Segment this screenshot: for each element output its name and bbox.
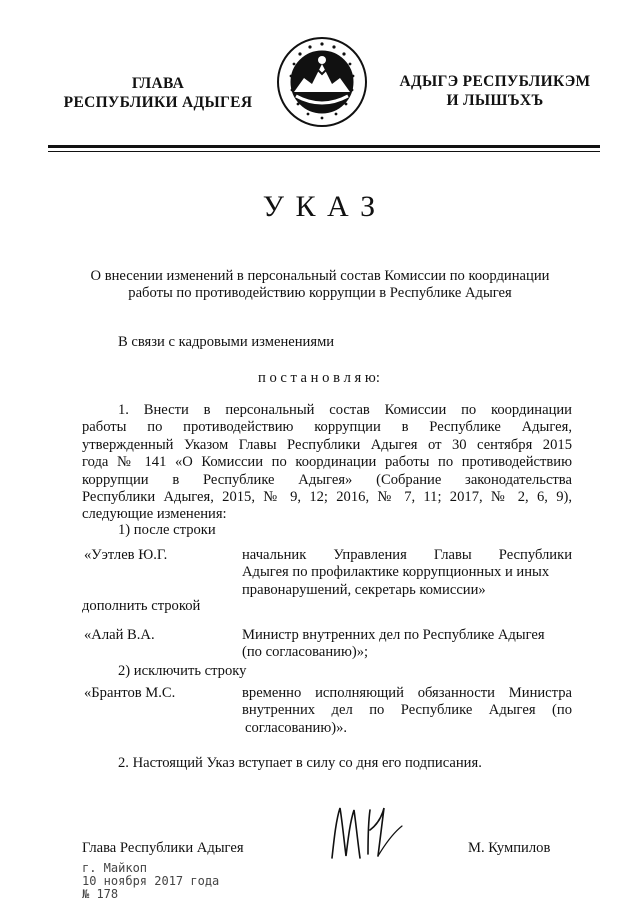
entry1-role-line: правонарушений, секретарь комиссии»: [242, 581, 486, 598]
item1-line: Республики Адыгея, 2015, № 9, 12; 2016, № 7, 11; 2017, № 2, 6, 9),: [82, 489, 572, 506]
signatory-name: М. Кумпилов: [468, 840, 551, 856]
subject-line1: О внесении изменений в персональный состав Комиссии по координации: [90, 268, 550, 284]
item1-line: утвержденный Указом Главы Республики Адыгея от 30 сентября 2015: [82, 436, 572, 453]
entry2-role-line: (по согласованию)»;: [242, 644, 369, 661]
entry2-role-line: Министр внутренних дел по Республике Адыгея: [242, 627, 545, 643]
header-right-line2: И ЛЫШЪХЪ: [446, 92, 544, 109]
entry2-name: «Алай В.А.: [84, 627, 155, 643]
item1-line: коррупции в Республике Адыгея» (Собрание законодательства: [82, 471, 572, 488]
sub2-label: 2) исключить строку: [118, 663, 247, 679]
header-left-line2: РЕСПУБЛИКИ АДЫГЕЯ: [63, 94, 253, 111]
handwritten-signature: [322, 800, 418, 868]
document-title: У К А З: [262, 190, 378, 223]
document-subject: [40, 268, 600, 303]
stamp-number: № 178: [82, 887, 119, 901]
header-rule-thick: [48, 145, 600, 148]
entry3-role-line: внутренних дел по Республике Адыгея (по: [242, 702, 572, 719]
coat-of-arms-emblem-icon: [274, 34, 370, 130]
preamble-text: В связи с кадровыми изменениями: [118, 334, 335, 350]
item1-line: года № 141 «О Комиссии по координации работы по противодействию: [82, 454, 572, 471]
item2-paragraph: 2. Настоящий Указ вступает в силу со дня его подписания.: [118, 755, 482, 771]
header-rule-thin: [48, 151, 600, 152]
subject-line2: работы по противодействию коррупции в Республике Адыгея: [128, 285, 512, 302]
add-label: дополнить строкой: [82, 598, 201, 614]
stamp-city: г. Майкоп: [82, 861, 148, 875]
item1-paragraph: [82, 402, 572, 524]
signatory-position: Глава Республики Адыгея: [82, 840, 244, 856]
item1-line: работы по противодействию коррупции в Республике Адыгея,: [82, 419, 572, 436]
item1-line: 1. Внести в персональный состав Комиссии по координации: [118, 402, 572, 418]
entry1-name: «Уэтлев Ю.Г.: [84, 547, 168, 563]
entry1-role: [242, 547, 572, 599]
stamp-date: 10 ноября 2017 года: [82, 874, 220, 888]
decree-word: п о с т а н о в л я ю:: [258, 370, 380, 386]
header-left-title: [48, 74, 268, 112]
registration-stamp: [82, 862, 219, 901]
item1-line: следующие изменения:: [82, 506, 227, 523]
entry3-role: [242, 685, 572, 737]
entry3-role-line: временно исполняющий обязанности Министра: [242, 685, 572, 701]
header-right-line1: АДЫГЭ РЕСПУБЛИКЭМ: [399, 73, 591, 90]
entry3-role-line: согласованию)».: [245, 719, 348, 736]
header-left-line1: ГЛАВА: [131, 75, 185, 92]
sub1-label: 1) после строки: [118, 522, 216, 538]
entry3-name: «Брантов М.С.: [84, 685, 176, 701]
entry1-role-line: Адыгея по профилактике коррупционных и иных: [242, 564, 550, 581]
entry1-role-line: начальник Управления Главы Республики: [242, 547, 572, 563]
header-right-title: [380, 72, 610, 110]
entry2-role: [242, 627, 572, 662]
